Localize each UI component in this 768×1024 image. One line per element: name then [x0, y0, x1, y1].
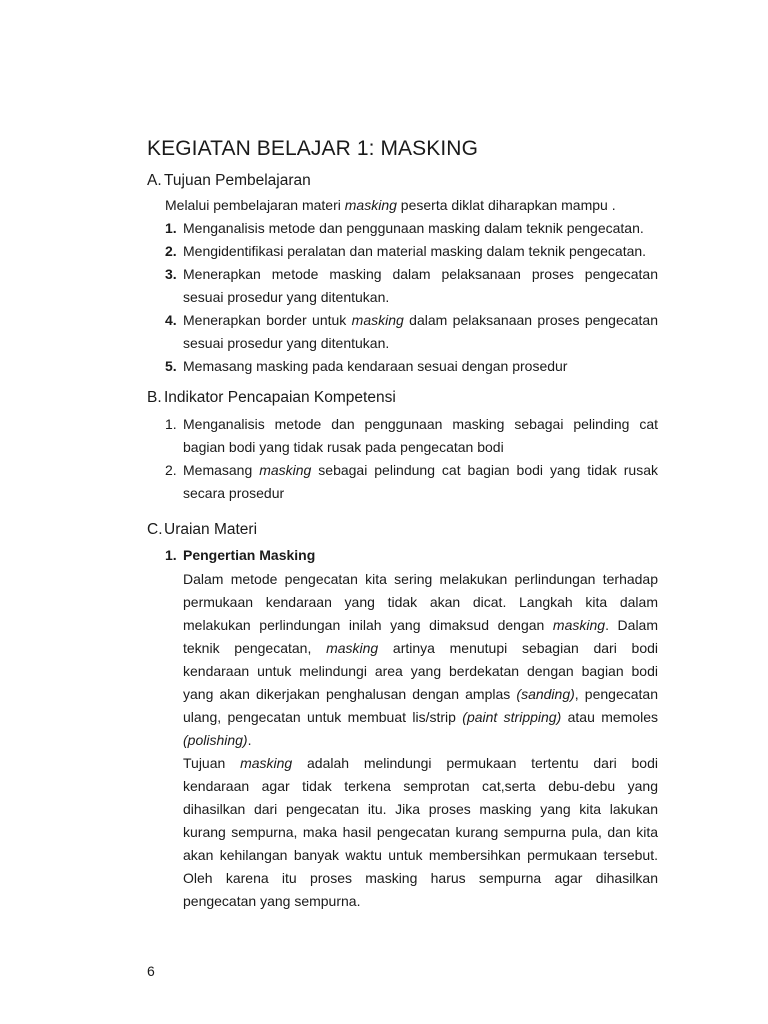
indicators-list	[165, 413, 658, 505]
line-text: kurang sempurna, maka hasil pengecatan kurang sempurna pula, dan kita	[183, 824, 658, 840]
line-text: akan kehilangan banyak waktu untuk membersihkan permukaan tersebut.	[183, 847, 658, 863]
intro-text: Melalui pembelajaran materi	[165, 197, 345, 213]
paragraph-purpose	[183, 752, 658, 913]
item-number: 1.	[165, 220, 177, 236]
line-text: adalah melindungi permukaan tertentu dari bodi	[292, 755, 658, 771]
item-text-post: sebagai pelindung cat bagian bodi yang tidak rusak	[311, 462, 658, 478]
line-text: pengecatan yang sempurna.	[183, 893, 361, 909]
paragraph-line	[183, 821, 658, 844]
italic-term: masking	[552, 617, 606, 633]
item-text: sesuai prosedur yang ditentukan.	[183, 335, 390, 351]
line-text: melakukan perlindungan inilah yang dimaksud dengan	[183, 617, 553, 633]
line-text: ulang, pengecatan untuk membuat lis/strip	[183, 709, 463, 725]
line-text: dihasilkan dari pengecatan itu. Jika proses masking yang kita lakukan	[183, 801, 658, 817]
list-item	[165, 309, 658, 355]
line-text: , pengecatan	[574, 686, 658, 702]
paragraph-line	[183, 637, 658, 660]
line-text: Oleh karena itu proses masking harus sempurna agar dihasilkan	[183, 870, 658, 886]
paragraph-definition	[183, 568, 658, 752]
page-title: KEGIATAN BELAJAR 1: MASKING	[147, 137, 479, 160]
paragraph-line	[183, 752, 658, 775]
italic-term: masking	[240, 755, 293, 771]
item-text-post: dalam pelaksanaan proses pengecatan	[403, 312, 658, 328]
paragraph-line	[183, 867, 658, 890]
section-b-heading	[147, 388, 396, 408]
list-item	[165, 240, 658, 263]
item-text-italic: masking	[259, 462, 312, 478]
section-c-title: Uraian Materi	[164, 521, 258, 538]
subsection-heading	[165, 545, 315, 565]
item-text: Menerapkan metode masking dalam pelaksanaan proses pengecatan	[183, 266, 658, 282]
subsection-title: Pengertian Masking	[183, 547, 316, 563]
item-text	[183, 459, 658, 482]
list-item	[165, 355, 658, 378]
line-text: atau memoles	[561, 709, 659, 725]
item-text: sesuai prosedur yang ditentukan.	[183, 289, 390, 305]
line-text: yang akan dikerjakan penghalusan dengan amplas	[183, 686, 517, 702]
item-text	[183, 309, 658, 332]
item-text: Memasang masking pada kendaraan sesuai dengan prosedur	[183, 358, 568, 374]
paragraph-line	[183, 683, 658, 706]
section-c-letter: C.	[147, 521, 163, 538]
section-a-letter: A.	[147, 172, 162, 189]
list-item	[165, 413, 658, 459]
item-text: secara prosedur	[183, 485, 285, 501]
item-text-pre: Memasang	[183, 462, 260, 478]
section-a-intro	[165, 194, 616, 217]
subsection-number: 1.	[165, 547, 177, 563]
item-text: Mengidentifikasi peralatan dan material masking dalam teknik pengecatan.	[183, 243, 647, 259]
item-number: 2.	[165, 462, 177, 478]
line-text: artinya menutupi sebagian dari bodi	[378, 640, 659, 656]
line-text: kendaraan untuk melindungi area yang berdekatan dengan bagian bodi	[183, 663, 658, 679]
section-c-heading	[147, 520, 257, 540]
paragraph-line	[183, 729, 658, 752]
item-number: 2.	[165, 243, 177, 259]
intro-italic: masking	[344, 197, 397, 213]
paragraph-line	[183, 660, 658, 683]
item-text: bagian bodi yang tidak rusak pada pengecatan bodi	[183, 439, 504, 455]
section-a-title: Tujuan Pembelajaran	[164, 172, 311, 189]
item-number: 4.	[165, 312, 177, 328]
item-text: Menganalisis metode dan penggunaan masking dalam teknik pengecatan.	[183, 220, 644, 236]
line-text: Tujuan	[183, 755, 241, 771]
intro-text-end: peserta diklat diharapkan mampu .	[396, 197, 616, 213]
section-a-heading	[147, 171, 311, 191]
section-b-title: Indikator Pencapaian Kompetensi	[164, 389, 396, 406]
item-text-pre: Menerapkan border untuk	[183, 312, 352, 328]
paragraph-line	[183, 591, 658, 614]
paragraph-line	[183, 890, 658, 913]
paragraph-line	[183, 798, 658, 821]
list-item	[165, 217, 658, 240]
paragraph-line	[183, 844, 658, 867]
list-item	[165, 263, 658, 309]
item-number: 3.	[165, 266, 177, 282]
paragraph-line	[183, 775, 658, 798]
italic-term: (paint stripping)	[462, 709, 562, 725]
italic-term: (polishing)	[183, 732, 248, 748]
list-item	[165, 459, 658, 505]
line-text: kendaraan agar tidak terkena semprotan cat,serta debu-debu yang	[183, 778, 658, 794]
italic-term: (sanding)	[516, 686, 575, 702]
page-number: 6	[147, 963, 155, 979]
item-number: 1.	[165, 416, 177, 432]
item-text: Menganalisis metode dan penggunaan masking sebagai pelinding cat	[183, 416, 658, 432]
paragraph-line	[183, 614, 658, 637]
paragraph-line	[183, 568, 658, 591]
line-text: . Dalam	[605, 617, 659, 633]
italic-term: masking	[326, 640, 379, 656]
section-b-letter: B.	[147, 389, 162, 406]
item-number: 5.	[165, 358, 177, 374]
paragraph-line	[183, 706, 658, 729]
line-text: .	[247, 732, 252, 748]
item-text-italic: masking	[351, 312, 404, 328]
line-text: permukaan kendaraan yang tidak akan dicat. Langkah kita dalam	[183, 594, 658, 610]
objectives-list	[165, 217, 658, 378]
line-text: Dalam metode pengecatan kita sering melakukan perlindungan terhadap	[183, 571, 658, 587]
line-text: teknik pengecatan,	[183, 640, 327, 656]
